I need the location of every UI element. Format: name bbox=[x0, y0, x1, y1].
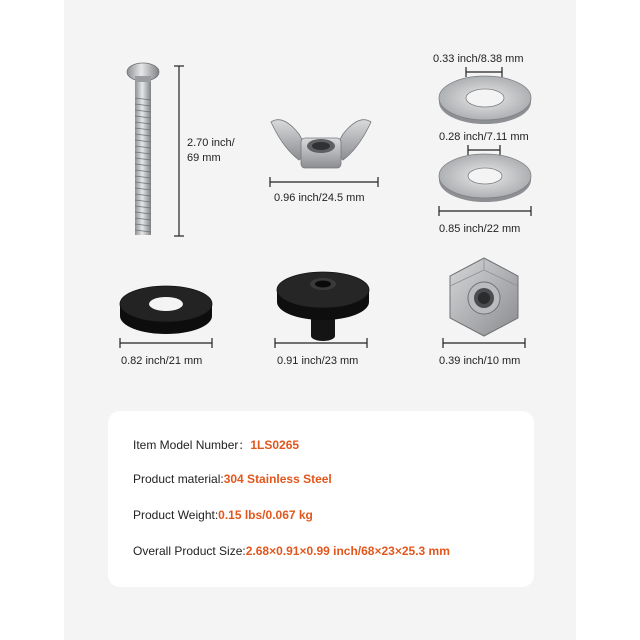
rubber-washer-image bbox=[118, 284, 214, 336]
spec-value: 304 Stainless Steel bbox=[223, 472, 332, 486]
hex-nut-dimension-line bbox=[441, 337, 527, 349]
middle-flat-washer-image bbox=[437, 150, 533, 204]
spec-row-weight bbox=[133, 508, 313, 522]
spec-label: Item Model Number： bbox=[133, 438, 251, 452]
spec-value: 2.68×0.91×0.99 inch/68×23×25.3 mm bbox=[245, 544, 450, 558]
wing-nut-width-label: 0.96 inch/24.5 mm bbox=[274, 192, 365, 204]
flanged-washer-dimension-line bbox=[273, 337, 369, 349]
spec-row-material bbox=[133, 472, 332, 486]
spec-value: 1LS0265 bbox=[250, 438, 300, 452]
flanged-washer-image bbox=[275, 268, 371, 342]
hex-nut-label: 0.39 inch/10 mm bbox=[439, 355, 521, 367]
rubber-washer-dimension-line bbox=[118, 337, 214, 349]
wing-nut-image bbox=[265, 112, 377, 174]
spec-card bbox=[108, 411, 534, 587]
flanged-washer-label: 0.91 inch/23 mm bbox=[277, 355, 359, 367]
spec-label: Product Weight: bbox=[133, 508, 219, 522]
rubber-washer-label: 0.82 inch/21 mm bbox=[121, 355, 203, 367]
spec-label: Product material: bbox=[133, 472, 224, 486]
spec-value: 0.15 lbs/0.067 kg bbox=[218, 508, 313, 522]
top-flat-washer-image bbox=[437, 72, 533, 126]
middle-washer-inner-label: 0.28 inch/7.11 mm bbox=[439, 131, 529, 143]
hex-nut-image bbox=[446, 256, 522, 338]
wing-nut-dimension-line bbox=[268, 176, 380, 188]
bolt-length-label-mm: 69 mm bbox=[187, 152, 221, 164]
spec-row-size bbox=[133, 544, 450, 558]
spec-label: Overall Product Size: bbox=[133, 544, 246, 558]
washer-outer-label: 0.85 inch/22 mm bbox=[439, 223, 521, 235]
bolt-length-label-inch: 2.70 inch/ bbox=[187, 137, 235, 149]
top-washer-inner-label: 0.33 inch/8.38 mm bbox=[433, 53, 524, 65]
carriage-bolt-image bbox=[120, 58, 170, 240]
washer-outer-dimension-line bbox=[437, 205, 533, 217]
spec-row-model bbox=[133, 436, 299, 453]
bolt-dimension-line bbox=[172, 64, 186, 240]
